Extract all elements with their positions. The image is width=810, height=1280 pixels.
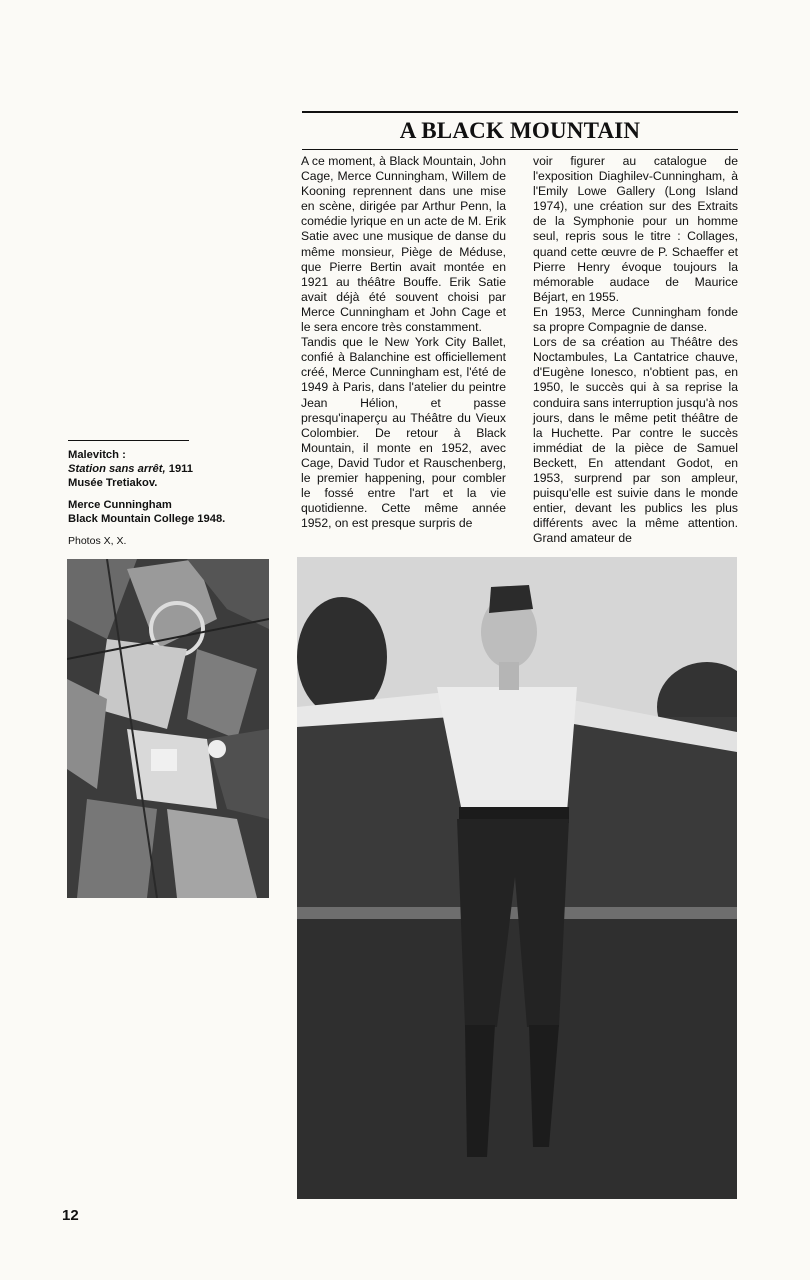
caption-work-title: Station sans arrêt, <box>68 463 166 475</box>
paragraph: En 1953, Merce Cunningham fonde sa propre Compagnie de danse. <box>533 304 738 335</box>
article-column-1 <box>301 154 506 531</box>
dancer-photograph <box>297 557 737 1199</box>
caption-museum: Musée Tretiakov. <box>68 477 158 489</box>
article-title: A BLACK MOUNTAIN <box>399 118 641 143</box>
title-rule-top <box>302 111 738 113</box>
caption-subject: Merce Cunningham <box>68 499 172 511</box>
article-column-2 <box>533 154 738 546</box>
malevitch-painting <box>67 559 269 898</box>
figure-caption <box>68 448 268 548</box>
paragraph: Lors de sa création au Théâtre des Noctambules, La Cantatrice chauve, d'Eugène Ionesco, n'obtient pas, en 1950, le succès qui à sa reprise la conduira sans interruption jusqu'à nos jours, dans le même petit théâtre de la Huchette. Par contre le succès immédiat de la pièce de Samuel Beckett, En attendant Godot, en 1953, surprend par son ampleur, puisqu'elle est suivie dans le monde entier, devant les publics les plus différents avec la même attention. Grand amateur de <box>533 335 738 546</box>
caption-artist: Malevitch : <box>68 449 126 461</box>
caption-rule <box>68 440 189 441</box>
title-rule-bottom <box>302 149 738 150</box>
caption-place: Black Mountain College 1948. <box>68 513 226 525</box>
paragraph: voir figurer au catalogue de l'exposition Diaghilev-Cunningham, à l'Emily Lowe Gallery (Long Island 1974), une création sur des Extraits de la Symphonie pour un homme seul, repris sous le titre : Collages, quand cette œuvre de P. Schaeffer et Pierre Henry évoque toujours la mémorable audace de Maurice Béjart, en 1955. <box>533 154 738 304</box>
page-number: 12 <box>62 1207 79 1224</box>
caption-work-year: 1911 <box>165 463 194 475</box>
photo-credit: Photos X, X. <box>68 535 127 547</box>
caption-work <box>68 462 268 476</box>
paragraph: Tandis que le New York City Ballet, confié à Balanchine est officiellement créé, Merce Cunningham est, l'été de 1949 à Paris, dans l'atelier du peintre Jean Hélion, et passe presqu'inaperçu au Théâtre du Vieux Colombier. De retour à Black Mountain, il monte en 1952, avec Cage, David Tudor et Rauschenberg, le premier happening, pour combler le fossé entre l'art et la vie quotidienne. Cette même année 1952, on est presque surpris de <box>301 335 506 531</box>
paragraph: A ce moment, à Black Mountain, John Cage, Merce Cunningham, Willem de Kooning reprennent dans une mise en scène, dirigée par Arthur Penn, la comédie lyrique en un acte de M. Erik Satie avec une musique de danse du même monsieur, Piège de Méduse, que Pierre Bertin avait montée en 1921 au théâtre Bouffe. Erik Satie avait déjà été souvent choisi par Merce Cunningham et John Cage et le sera encore très constamment. <box>301 154 506 335</box>
